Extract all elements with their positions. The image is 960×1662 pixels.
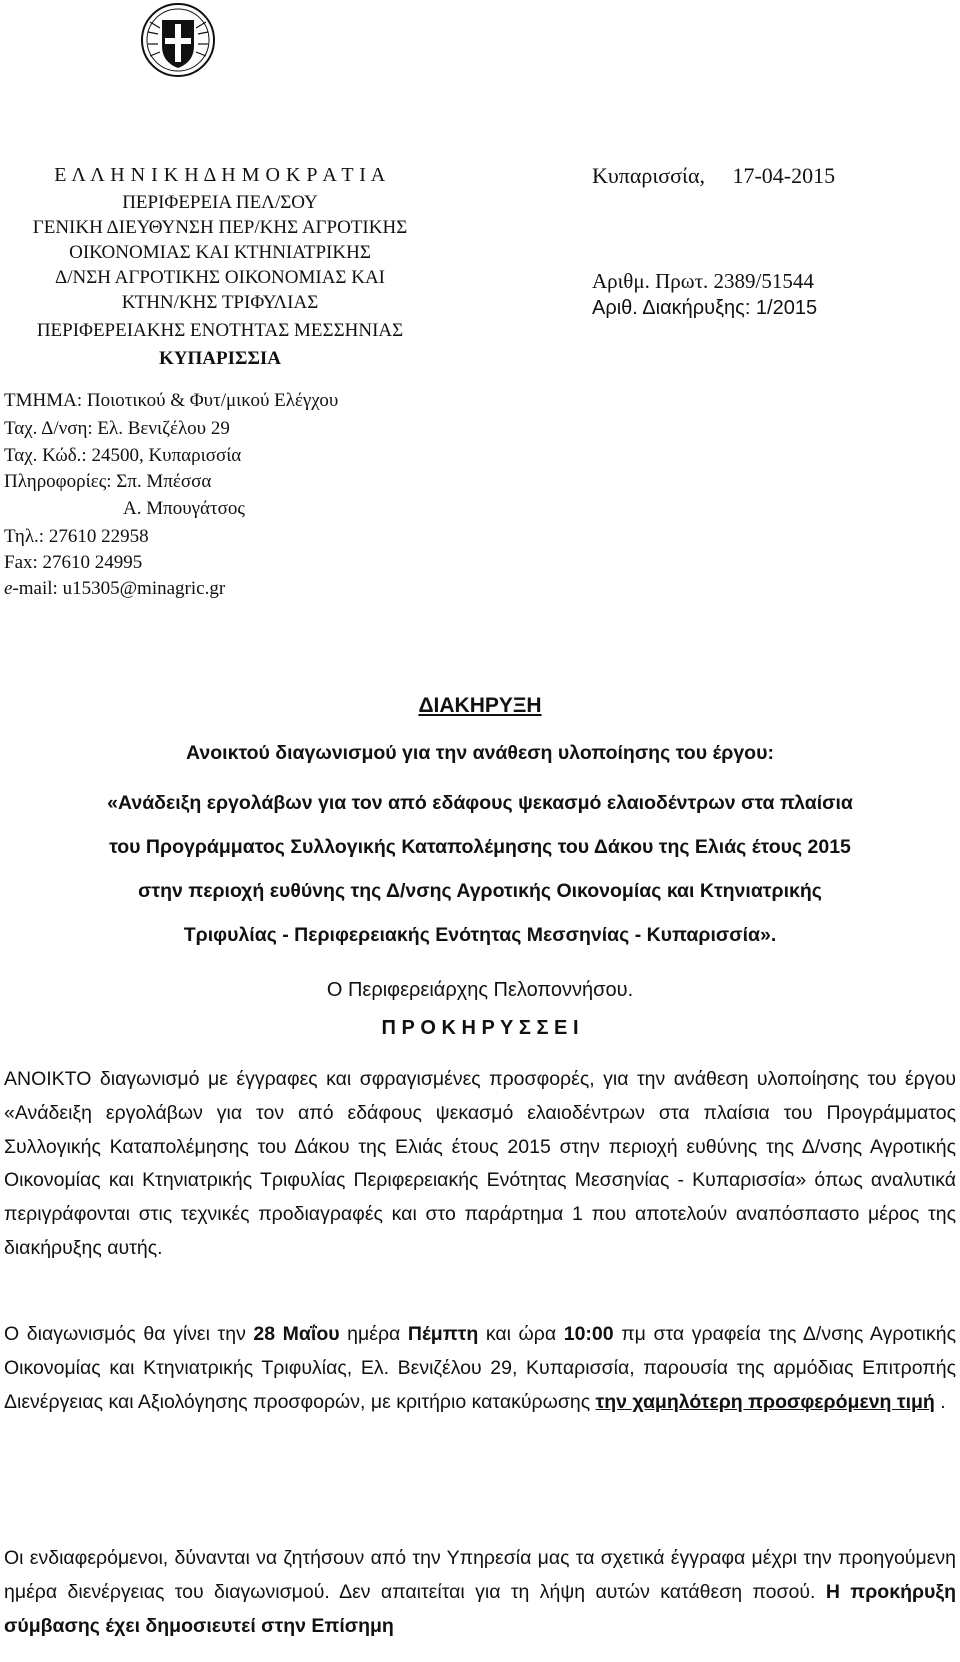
issuer: Ο Περιφερειάρχης Πελοποννήσου. [326, 979, 634, 1001]
proclaims-heading: Π Ρ Ο Κ Η Ρ Υ Σ Σ Ε Ι [381, 1017, 579, 1039]
postal-address: Ταχ. Δ/νση: Ελ. Βενιζέλου 29 [4, 418, 230, 439]
department: ΤΜΗΜΑ: Ποιοτικού & Φυτ/μικού Ελέγχου [4, 390, 339, 411]
protocol-number: Αριθμ. Πρωτ. 2389/51544 [592, 269, 814, 293]
publication-notice: Η προκήρυξη σύμβασης έχει δημοσιευτεί στην Επίσημη [4, 1580, 956, 1637]
regional-unit-line: ΠΕΡΙΦΕΡΕΙΑΚΗΣ ΕΝΟΤΗΤΑΣ ΜΕΣΣΗΝΙΑΣ [36, 320, 404, 341]
project-title-line: Τριφυλίας - Περιφερειακής Ενότητας Μεσσηνίας - Κυπαρισσία». [183, 924, 777, 946]
paragraph-announcement: ΑΝΟΙΚΤΟ διαγωνισμό με έγγραφες και σφραγισμένες προσφορές, για την ανάθεση υλοποίησης του έργου «Ανάδειξη εργολάβων για τον από εδάφους ψεκασμό ελαιοδέντρων στα πλαίσια του Προγράμματος Συλλογικής Καταπολέμησης του Δάκου της Ελιάς έτους 2015 στην περιοχή ευθύνης της Δ/νσης Αγροτικής Οικονομίας και Κτηνιατρικής Τριφυλίας Περιφερειακής Ενότητας Μεσσηνίας - Κυπαρισσία» όπως αναλυτικά περιγράφονται στις τεχνικές προδιαγραφές και στο παράρτημα 1 που αποτελούν αναπόσπαστο μέρος της διακήρυξης αυτής. [4, 1068, 956, 1259]
postcode: Ταχ. Κώδ.: 24500, Κυπαρισσία [4, 445, 242, 466]
tender-date: 28 Μαΐου [253, 1323, 340, 1345]
paragraph-documents: Οι ενδιαφερόμενοι, δύνανται να ζητήσουν από την Υπηρεσία μας τα σχετικά έγγραφα μέχρι την προηγούμενη ημέρα διενέργειας του διαγωνισμού. Δεν απαιτείται για τη λήψη αυτών κατάθεση ποσού. Η προκήρυξη σύμβασης έχει δημοσιευτεί στην Επίσημη [4, 1547, 956, 1637]
directorate-line: Δ/ΝΣΗ ΑΓΡΟΤΙΚΗΣ ΟΙΚΟΝΟΜΙΑΣ ΚΑΙ [54, 267, 386, 288]
tender-time: 10:00 [563, 1323, 614, 1345]
project-title-line: στην περιοχή ευθύνης της Δ/νσης Αγροτικής Οικονομίας και Κτηνιατρικής [138, 880, 822, 902]
tender-day: Πέμπτη [407, 1323, 479, 1345]
country-name: Ε Λ Λ Η Ν Ι Κ Η Δ Η Μ Ο Κ Ρ Α Τ Ι Α [54, 164, 386, 186]
region-line: ΠΕΡΙΦΕΡΕΙΑ ΠΕΛ/ΣΟΥ [122, 192, 318, 213]
place-date: Κυπαρισσία, 17-04-2015 [592, 163, 836, 188]
general-directorate-line-2: ΟΙΚΟΝΟΜΙΑΣ ΚΑΙ ΚΤΗΝΙΑΤΡΙΚΗΣ [69, 242, 371, 263]
project-title-line: του Προγράμματος Συλλογικής Καταπολέμησης του Δάκου της Ελιάς έτους 2015 [109, 836, 851, 858]
information-contact-2: Α. Μπουγάτσος [123, 498, 245, 519]
document-subtitle: Ανοικτού διαγωνισμού για την ανάθεση υλοποίησης του έργου: [186, 742, 774, 764]
notice-number: Αριθ. Διακήρυξης: 1/2015 [592, 297, 818, 319]
city-name: ΚΥΠΑΡΙΣΣΙΑ [159, 348, 281, 369]
project-title-line: «Ανάδειξη εργολάβων για τον από εδάφους ψεκασμό ελαιοδέντρων στα πλαίσια [107, 792, 853, 814]
general-directorate-line: ΓΕΝΙΚΗ ΔΙΕΥΘΥΝΣΗ ΠΕΡ/ΚΗΣ ΑΓΡΟΤΙΚΗΣ [32, 217, 408, 238]
phone-number: Τηλ.: 27610 22958 [4, 526, 149, 547]
award-criterion: την χαμηλότερη προσφερόμενη τιμή [595, 1390, 935, 1413]
fax-number: Fax: 27610 24995 [4, 552, 143, 573]
information-contact: Πληροφορίες: Σπ. Μπέσσα [4, 471, 212, 492]
paragraph-tender-details: Ο διαγωνισμός θα γίνει την 28 Μαΐου ημέρα Πέμπτη και ώρα 10:00 πμ στα γραφεία της Δ/νσης Αγροτικής Οικονομίας και Κτηνιατρικής Τριφυλίας, Ελ. Βενιζέλου 29, Κυπαρισσία, παρουσία της αρμόδιας Επιτροπής Διενέργειας και Αξιολόγησης προσφορών, με κριτήριο κατακύρωσης την χαμηλότερη προσφερόμενη τιμή . [4, 1323, 956, 1413]
directorate-line-2: ΚΤΗΝ/ΚΗΣ ΤΡΙΦΥΛΙΑΣ [121, 292, 319, 313]
document-title: ΔΙΑΚΗΡΥΞΗ [418, 694, 542, 717]
greek-emblem-icon [140, 2, 216, 78]
email-address: e-mail: u15305@minagric.gr [4, 578, 226, 599]
